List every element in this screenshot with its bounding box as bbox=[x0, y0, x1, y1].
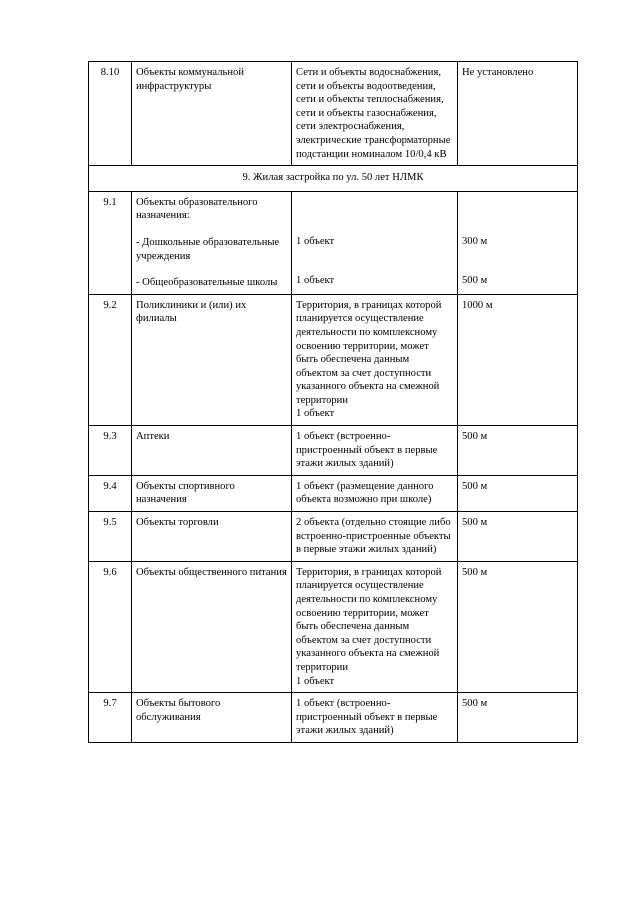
object-distance: 500 м bbox=[458, 475, 578, 511]
section-title: 9. Жилая застройка по ул. 50 лет НЛМК bbox=[89, 166, 578, 192]
object-value: 1 объект (встроенно-пристроенный объект в первые этажи жилых зданий) bbox=[292, 693, 458, 743]
object-subtype: - Общеобразовательные школы bbox=[136, 277, 278, 289]
table-row-9-6 bbox=[89, 561, 578, 692]
spacer bbox=[296, 222, 453, 235]
requirements-table bbox=[88, 61, 578, 743]
table-row-9-2 bbox=[89, 294, 578, 425]
row-number: 9.6 bbox=[89, 561, 132, 692]
object-value: Территория, в границах которой планируется осуществление деятельности по комплексному освоению территории, может быть обеспечена данным объектом за счет доступности указанного объекта на смежной территории 1 объект bbox=[292, 561, 458, 692]
object-subtype: - Дошкольные образовательные учреждения bbox=[136, 236, 280, 262]
object-type: Объекты образовательного назначения: bbox=[136, 196, 258, 222]
object-distance: 500 м bbox=[458, 693, 578, 743]
table-row-9-7 bbox=[89, 693, 578, 743]
row-number: 9.5 bbox=[89, 512, 132, 562]
object-type: Объекты спортивного назначения bbox=[132, 475, 292, 511]
spacer bbox=[136, 263, 287, 276]
object-distance: 500 м bbox=[462, 275, 488, 287]
object-value-group bbox=[292, 191, 458, 294]
spacer bbox=[462, 261, 573, 274]
row-number: 9.1 bbox=[89, 191, 132, 294]
row-number: 8.10 bbox=[89, 62, 132, 166]
object-distance: 500 м bbox=[458, 426, 578, 476]
spacer bbox=[136, 223, 287, 236]
object-distance-group bbox=[458, 191, 578, 294]
object-value: 2 объекта (отдельно стоящие либо встроенно-пристроенные объекты в первые этажи жилых зданий) bbox=[292, 512, 458, 562]
row-number: 9.2 bbox=[89, 294, 132, 425]
table-row-9-3 bbox=[89, 426, 578, 476]
spacer bbox=[462, 222, 573, 235]
object-value: 1 объект (размещение данного объекта возможно при школе) bbox=[292, 475, 458, 511]
spacer bbox=[462, 248, 573, 261]
row-number: 9.7 bbox=[89, 693, 132, 743]
object-value: 1 объект bbox=[296, 235, 335, 247]
object-value: 1 объект bbox=[296, 275, 335, 287]
object-type: Объекты бытового обслуживания bbox=[132, 693, 292, 743]
object-value: Территория, в границах которой планируется осуществление деятельности по комплексному освоению территории, может быть обеспечена данным объектом за счет доступности указанного объекта на смежной территории 1 объект bbox=[292, 294, 458, 425]
spacer bbox=[462, 196, 573, 209]
object-value: Сети и объекты водоснабжения, сети и объекты водоотведения, сети и объекты теплоснабжения, сети и объекты газоснабжения, сети электроснабжения, электрические трансформаторные подстанции номиналом 10/0,4 кВ bbox=[292, 62, 458, 166]
row-number: 9.3 bbox=[89, 426, 132, 476]
object-type: Объекты общественного питания bbox=[132, 561, 292, 692]
object-distance: 500 м bbox=[458, 561, 578, 692]
object-type-group bbox=[132, 191, 292, 294]
object-distance: 1000 м bbox=[458, 294, 578, 425]
row-number: 9.4 bbox=[89, 475, 132, 511]
spacer bbox=[296, 209, 453, 222]
object-value: 1 объект (встроенно-пристроенный объект в первые этажи жилых зданий) bbox=[292, 426, 458, 476]
object-distance: Не установлено bbox=[458, 62, 578, 166]
object-type: Объекты торговли bbox=[132, 512, 292, 562]
object-type: Поликлиники и (или) их филиалы bbox=[132, 294, 292, 425]
object-distance: 500 м bbox=[458, 512, 578, 562]
spacer bbox=[296, 248, 453, 261]
table-row-9-4 bbox=[89, 475, 578, 511]
spacer bbox=[462, 209, 573, 222]
spacer bbox=[296, 196, 453, 209]
object-type: Объекты коммунальной инфраструктуры bbox=[132, 62, 292, 166]
object-distance: 300 м bbox=[462, 235, 488, 247]
table-row-8-10 bbox=[89, 62, 578, 166]
section-header-row bbox=[89, 166, 578, 192]
spacer bbox=[296, 261, 453, 274]
table-row-9-1 bbox=[89, 191, 578, 294]
table-row-9-5 bbox=[89, 512, 578, 562]
object-type: Аптеки bbox=[132, 426, 292, 476]
